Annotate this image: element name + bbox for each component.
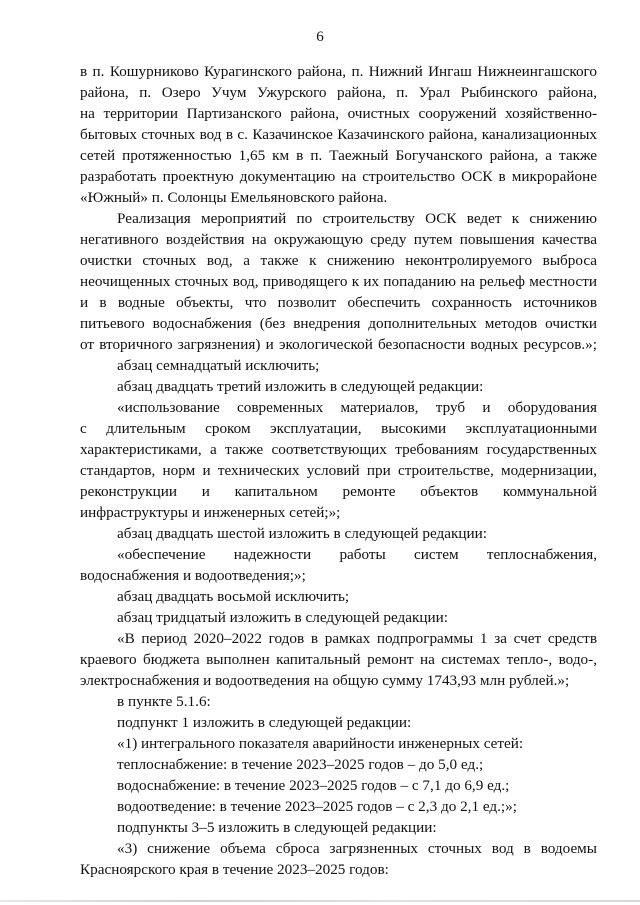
page-number: 6 bbox=[316, 29, 324, 45]
text-line: «обеспечение надежности работы систем теплоснабжения, bbox=[117, 546, 597, 563]
text-line: на территории Партизанского района, очистных сооружений хозяйственно- bbox=[80, 105, 597, 122]
text-line: и в водные объекты, что позволит обеспечить сохранность источников bbox=[80, 294, 597, 311]
text-line: теплоснабжение: в течение 2023–2025 годов – до 5,0 ед.; bbox=[117, 756, 484, 773]
text-line: реконструкции и капитальном ремонте объектов коммунальной bbox=[80, 483, 597, 500]
text-line: очистки сточных вод, а также к снижению неконтролируемого выброса bbox=[80, 252, 597, 269]
text-line: «1) интегрального показателя аварийности инженерных сетей: bbox=[117, 735, 524, 752]
text-line: подпункты 3–5 изложить в следующей редакции: bbox=[117, 819, 437, 836]
text-line: абзац двадцать третий изложить в следующей редакции: bbox=[117, 378, 484, 395]
text-line: характеристиками, а также соответствующих требованиям государственных bbox=[80, 441, 597, 458]
text-line: подпункт 1 изложить в следующей редакции: bbox=[117, 714, 412, 731]
text-line: водоснабжения и водоотведения;»; bbox=[80, 567, 306, 584]
text-line: Реализация мероприятий по строительству ОСК ведет к снижению bbox=[117, 210, 597, 227]
text-line: питьевого водоснабжения (без внедрения дополнительных методов очистки bbox=[80, 315, 597, 332]
text-line: бытовых сточных вод в с. Казачинское Казачинского района, канализационных bbox=[80, 126, 597, 143]
text-line: разработать проектную документацию на строительство ОСК в микрорайоне bbox=[80, 168, 597, 185]
text-line: от вторичного загрязнения) и экологической безопасности водных ресурсов.»; bbox=[80, 336, 597, 353]
text-line: Красноярского края в течение 2023–2025 годов: bbox=[80, 861, 389, 878]
text-line: стандартов, норм и технических условий при строительстве, модернизации, bbox=[80, 462, 597, 479]
text-line: водоснабжение: в течение 2023–2025 годов – с 7,1 до 6,9 ед.; bbox=[117, 777, 510, 794]
text-line: абзац двадцать восьмой исключить; bbox=[117, 588, 350, 605]
text-line: района, п. Озеро Учум Ужурского района, п. Урал Рыбинского района, bbox=[80, 84, 597, 101]
text-line: «В период 2020–2022 годов в рамках подпрограммы 1 за счет средств bbox=[117, 630, 597, 647]
text-line: «3) снижение объема сброса загрязненных сточных вод в водоемы bbox=[117, 840, 597, 857]
text-line: водоотведение: в течение 2023–2025 годов – с 2,3 до 2,1 ед.;»; bbox=[117, 798, 517, 815]
text-line: абзац двадцать шестой изложить в следующей редакции: bbox=[117, 525, 487, 542]
text-line: краевого бюджета выполнен капитальный ремонт на системах тепло-, водо-, bbox=[80, 651, 597, 668]
text-line: с длительным сроком эксплуатации, высокими эксплуатационными bbox=[80, 420, 597, 437]
scan-edge bbox=[0, 900, 640, 902]
text-line: электроснабжения и водоотведения на общую сумму 1743,93 млн рублей.»; bbox=[80, 672, 570, 689]
text-line: неочищенных сточных вод, приводящего к их попаданию на рельеф местности bbox=[80, 273, 597, 290]
text-line: сетей протяженностью 1,65 км в п. Таежный Богучанского района, а также bbox=[80, 147, 597, 164]
text-line: абзац семнадцатый исключить; bbox=[117, 357, 320, 374]
text-line: в п. Кошурниково Курагинского района, п. Нижний Ингаш Нижнеингашского bbox=[80, 63, 597, 80]
text-line: негативного воздействия на окружающую среду путем повышения качества bbox=[80, 231, 597, 248]
text-line: «использование современных материалов, труб и оборудования bbox=[117, 399, 597, 416]
text-line: в пункте 5.1.6: bbox=[117, 693, 211, 710]
text-line: «Южный» п. Солонцы Емельяновского района. bbox=[80, 189, 388, 206]
text-line: инфраструктуры и инженерных сетей;»; bbox=[80, 504, 341, 521]
text-line: абзац тридцатый изложить в следующей редакции: bbox=[117, 609, 448, 626]
